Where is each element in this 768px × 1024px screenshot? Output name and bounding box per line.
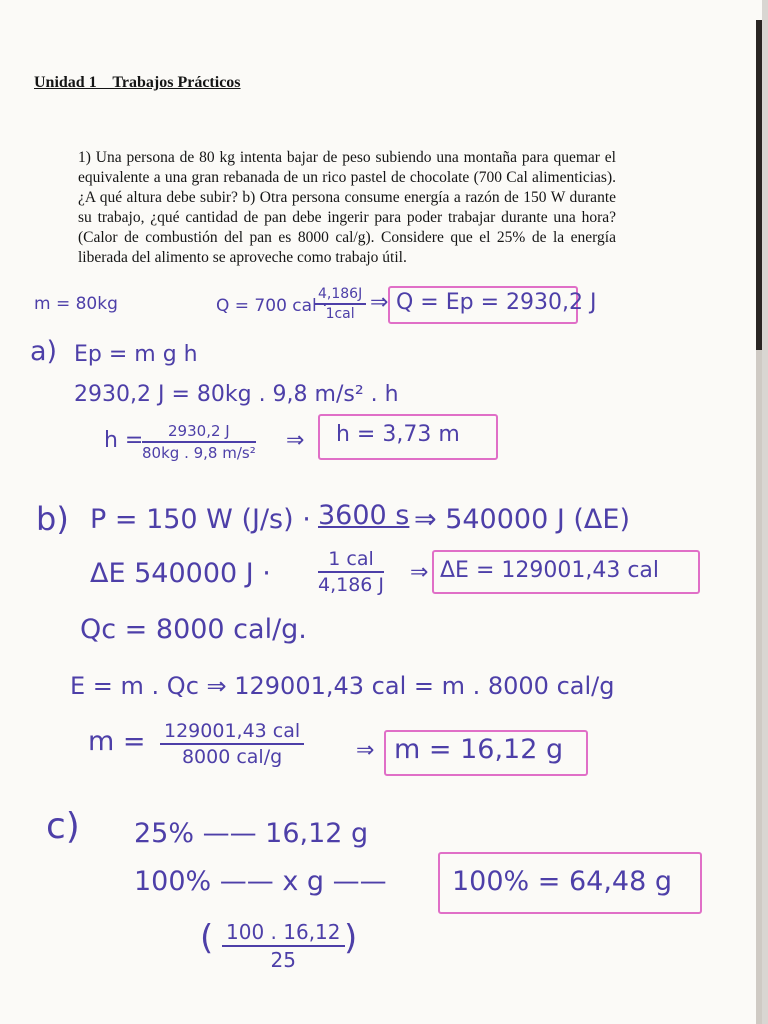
part-b-m-result: m = 16,12 g [394,734,564,765]
given-q-prefix: Q = 700 cal · [216,296,328,316]
part-a-h-result: h = 3,73 m [336,422,460,447]
part-c-row2: 100% —— x g —— [134,866,387,897]
given-mass: m = 80kg [34,294,118,314]
conversion-denominator: 1cal [325,306,355,322]
part-c-calc-fraction [222,920,345,972]
given-arrow: ⇒ [370,290,389,315]
part-b-delta-result: ΔE = 129001,43 cal [440,558,660,583]
mass-numerator: 129001,43 cal [160,720,304,745]
part-c-row1: 25% —— 16,12 g [134,818,369,849]
h-denominator: 80kg . 9,8 m/s² [142,444,256,462]
cal-conversion-fraction [318,548,384,596]
part-a-formula: Ep = m g h [74,342,198,367]
given-conversion-fraction [314,286,366,322]
part-b-heat: Qc = 8000 cal/g. [80,614,307,645]
part-a-substitution: 2930,2 J = 80kg . 9,8 m/s² . h [74,382,399,407]
part-c-paren-close: ) [344,918,358,958]
mass-fraction [160,720,304,768]
part-b-label: b) [36,500,69,538]
page-edge [756,350,762,1024]
cal-numerator: 1 cal [318,548,384,573]
problem-statement: 1) Una persona de 80 kg intenta bajar de peso subiendo una montaña para quemar el equivalente a una gran rebanada de un rico pastel de chocolate (700 Cal alimenticias). ¿A qué altura debe subir? b) Otra persona consume energía a razón de 150 W durante su trabajo, ¿qué cantidad de pan debe ingerir para poder trabajar durante una hora? (Calor de combustión del pan es 8000 cal/g). Considere que el 25% de la energía liberada del alimento se aproveche como trabajo útil. [78,149,616,266]
part-b-energy: ⇒ 540000 J (ΔE) [414,504,630,535]
given-q-result: Q = Ep = 2930,2 J [396,290,597,315]
part-a-arrow: ⇒ [286,428,305,453]
part-b-arrow: ⇒ [410,560,429,585]
part-c-label: c) [46,806,80,847]
part-b-time: 3600 s [318,500,410,531]
part-c-paren-open: ( [200,918,214,958]
part-c-result: 100% = 64,48 g [452,866,672,897]
page-edge-shadow [756,20,762,350]
part-a-label: a) [30,336,58,367]
part-b-m-prefix: m = [88,726,146,757]
unit-title: Unidad 1 Trabajos Prácticos [34,74,241,91]
part-a-h-fraction [142,422,256,462]
part-b-m-arrow: ⇒ [356,738,375,763]
h-numerator: 2930,2 J [142,422,256,443]
part-b-energy-equation: E = m . Qc ⇒ 129001,43 cal = m . 8000 cal/g [70,672,615,700]
calc-denominator: 25 [270,948,296,972]
conversion-numerator: 4,186J [314,286,366,305]
part-b-power: P = 150 W (J/s) · [90,504,311,535]
calc-numerator: 100 . 16,12 [222,920,345,947]
part-b-delta-prefix: ΔE 540000 J · [90,558,271,589]
cal-denominator: 4,186 J [318,574,385,596]
part-a-h-prefix: h = [104,428,144,453]
mass-denominator: 8000 cal/g [181,746,283,768]
